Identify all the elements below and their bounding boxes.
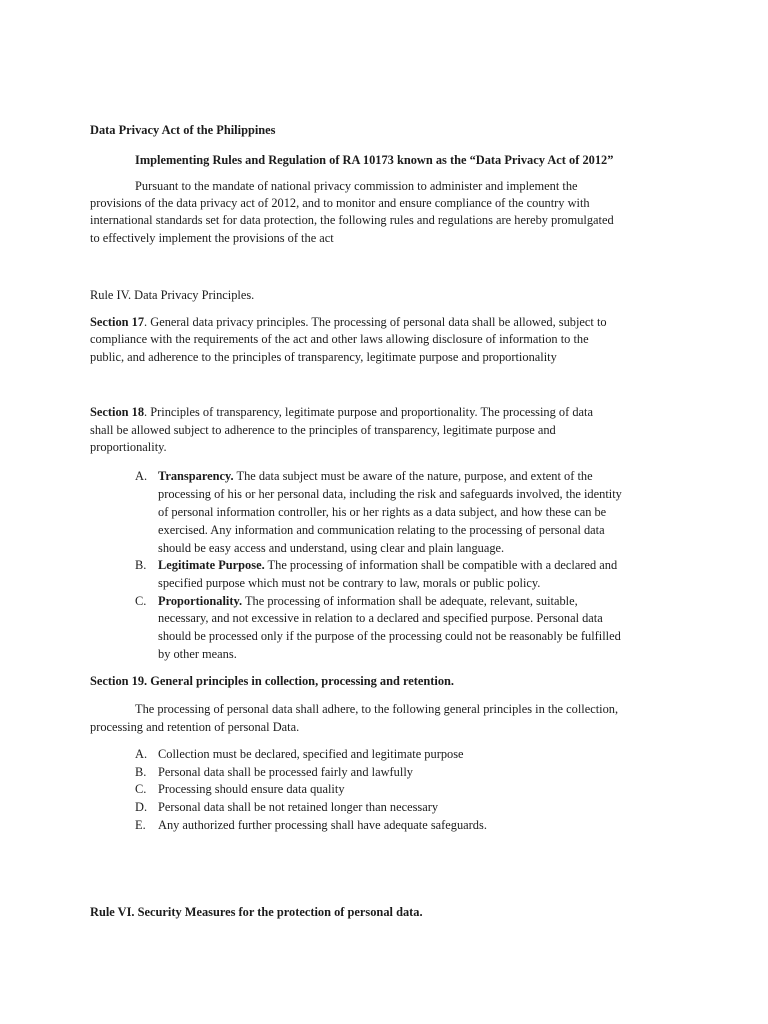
list-item-line: should be easy access and understand, using clear and plain language. (158, 541, 505, 555)
list-item-text: Collection must be declared, specified and legitimate purpose (158, 747, 464, 761)
list-item-text: Processing should ensure data quality (158, 782, 345, 796)
section-18-line: shall be allowed subject to adherence to the principles of transparency, legitimate purpose and (90, 423, 556, 437)
intro-line: Pursuant to the mandate of national privacy commission to administer and implement the (135, 179, 578, 193)
principle-text: The processing of information shall be compatible with a declared and (264, 558, 618, 572)
list-item-line: processing of his or her personal data, including the risk and safeguards involved, the identity (158, 487, 622, 501)
list-marker: A. (135, 747, 148, 761)
list-marker: E. (135, 818, 146, 832)
section-17-label: Section 17 (90, 315, 145, 329)
list-item-text: Personal data shall be processed fairly and lawfully (158, 765, 413, 779)
section-17-line (90, 316, 607, 328)
section-18-label: Section 18 (90, 405, 145, 419)
list-item-line: necessary, and not excessive in relation to a declared and specified purpose. Personal data (158, 611, 603, 625)
list-item-line: exercised. Any information and communication relating to the processing of personal data (158, 523, 605, 537)
list-item-line (158, 595, 578, 607)
section-18-text: . Principles of transparency, legitimate purpose and proportionality. The processing of data (144, 405, 593, 419)
section-17-line: public, and adherence to the principles of transparency, legitimate purpose and proportionality (90, 350, 557, 364)
section-19-heading: Section 19. General principles in collection, processing and retention. (90, 674, 455, 688)
document-subtitle: Implementing Rules and Regulation of RA 10173 known as the “Data Privacy Act of 2012” (135, 153, 614, 167)
section-19-intro-line: processing and retention of personal Data. (90, 720, 300, 734)
list-item-line: by other means. (158, 647, 237, 661)
intro-line: provisions of the data privacy act of 2012, and to monitor and ensure compliance of the country with (90, 196, 590, 210)
list-item-line (158, 470, 593, 482)
list-item-line: specified purpose which must not be contrary to law, morals or public policy. (158, 576, 541, 590)
list-marker: D. (135, 800, 148, 814)
list-marker: C. (135, 782, 147, 796)
list-item-line: of personal information controller, his or her rights as a data subject, and how these can be (158, 505, 607, 519)
list-item-line: should be processed only if the purpose of the processing could not be reasonably be fulfilled (158, 629, 621, 643)
list-marker: B. (135, 558, 147, 572)
rule-vi-heading: Rule VI. Security Measures for the protection of personal data. (90, 905, 423, 919)
document-title: Data Privacy Act of the Philippines (90, 123, 276, 137)
section-17-line: compliance with the requirements of the act and other laws allowing disclosure of information to the (90, 332, 589, 346)
list-marker: A. (135, 469, 148, 483)
list-item-text: Any authorized further processing shall have adequate safeguards. (158, 818, 487, 832)
list-marker: B. (135, 765, 147, 779)
list-item-text: Personal data shall be not retained longer than necessary (158, 800, 439, 814)
intro-line: to effectively implement the provisions of the act (90, 231, 334, 245)
section-19-intro-line: The processing of personal data shall adhere, to the following general principles in the collection, (135, 702, 619, 716)
principle-term: Transparency. (158, 469, 234, 483)
intro-line: international standards set for data protection, the following rules and regulations are hereby promulgated (90, 213, 614, 227)
principle-text: The data subject must be aware of the nature, purpose, and extent of the (233, 469, 593, 483)
principle-term: Proportionality. (158, 594, 243, 608)
list-item-line (158, 559, 617, 571)
list-marker: C. (135, 594, 147, 608)
section-18-line (90, 406, 593, 418)
section-18-line: proportionality. (90, 440, 167, 454)
rule-iv-heading: Rule IV. Data Privacy Principles. (90, 288, 255, 302)
principle-term: Legitimate Purpose. (158, 558, 265, 572)
section-17-text: . General data privacy principles. The processing of personal data shall be allowed, subject to (144, 315, 607, 329)
principle-text: The processing of information shall be adequate, relevant, suitable, (242, 594, 578, 608)
